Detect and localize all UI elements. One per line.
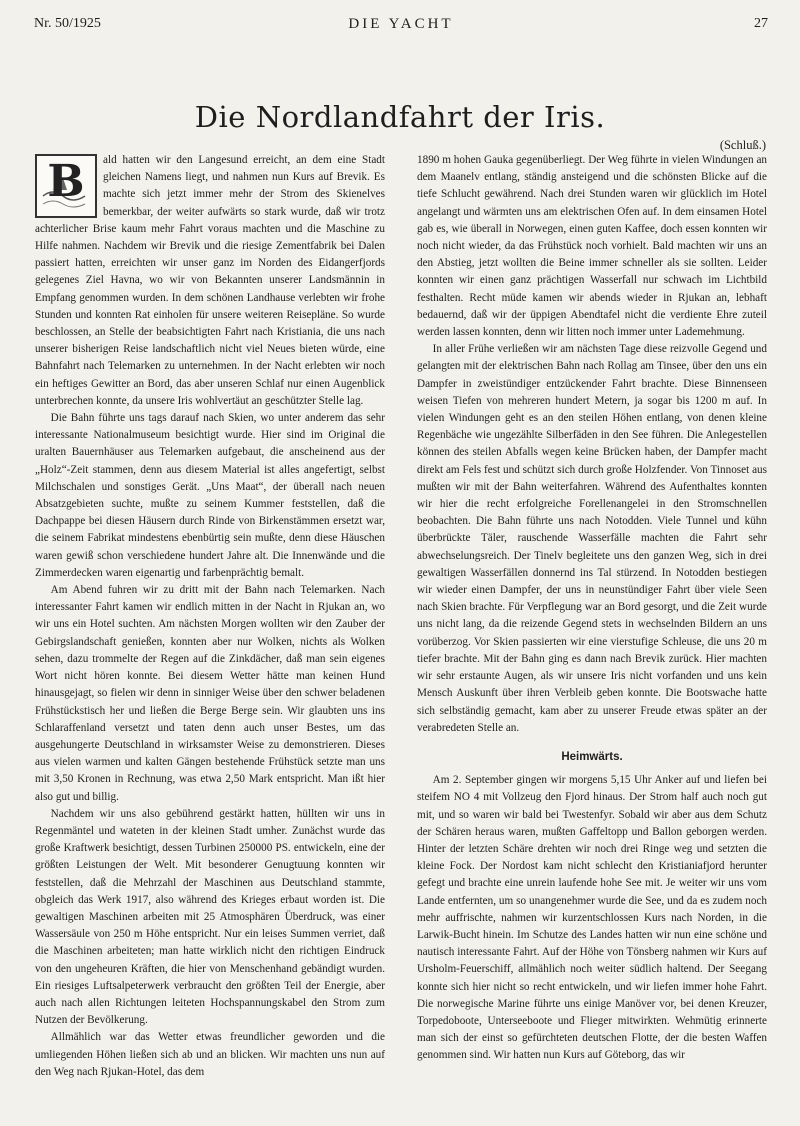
paragraph-1: [35, 152, 385, 410]
article-title: Die Nordlandfahrt der Iris.: [194, 100, 606, 134]
decorated-initial: [35, 154, 97, 218]
initial-letter: B: [47, 156, 85, 207]
paragraph-7: In aller Frühe verließen wir am nächsten Tage diese reizvolle Gegend und gelangten mit der elektrischen Bahn nach Rollag am Tinsee, über den uns ein Dampfer in zweistündiger entzückender Fahrt brachte. Diese Binnenseen weisen Tiefen von mehreren hundert Metern, ja sogar bis 1200 m auf. In vielen Windungen geht es an den steilen Höhen entlang, von denen kleine Regenbäche wie ungezählte Silberfäden in den See führen. Die Anlegestellen können des steilen Abfalls wegen keine Brücken haben, der Dampfer macht direkt am Fels fest und schützt sich durch große Holzfender. Von Tinnoset aus mußten wir mit der Bahn weiterfahren. Während des Aufenthaltes konnten wir hier die recht erfolgreiche Forellenangelei in den Stromschnellen beobachten. Die Bahn führte uns nach Notodden. Viele Tunnel und kühn überbrückte Täler, rauschende Wasserfälle machten die Fahrt sehr abwechselungsreich. Der Tinelv begleitete uns den ganzen Weg, sich in drei gewaltigen Wasserfällen donnernd ins Tal stürzend. In Notodden bestiegen wir wieder einen Dampfer, der uns in neunstündiger Fahrt über viele Seen nach Skien brachte. Für Verpflegung war an Bord gesorgt, und die Zeit wurde uns nicht lang, da die reizende Gegend stets in wechselnden Bildern an uns vorüberzog. Vor Skien passierten wir eine vierstufige Schleuse, die uns 20 m tiefer brachte. Mit der Bahn ging es dann nach Brevik zurück. Hier machten wir sehr erstaunte Augen, als wir unsere Iris nicht vorfanden und uns kein Mensch Auskunft über ihren Verbleib geben konnte. Die Bootswache hatte sich selbständig gemacht, kam aber zu unserer Freude etwas später an der verabredeten Stelle an.: [417, 343, 767, 734]
paragraph-8: Am 2. September gingen wir morgens 5,15 Uhr Anker auf und liefen bei steifem NO 4 mit Vollzeug den Fjord hinaus. Der Strom half auch noch gut mit, und so waren wir bald bei Twestenfyr. Sobald wir aber aus dem Schutz der Schären heraus waren, mußten Gaffeltopp und Ballon geborgen werden. Hinter der letzten Schäre drehten wir noch drei Ringe weg und setzten die kleine Fock. Der Nordost kam nicht schlecht den Kristianiafjord herunter gefegt und brachte eine unrein laufende hohe See mit. Je weiter wir uns vom Lande entfernten, um so unangenehmer wurde die See, und da es zudem noch mehr auffrischte, nahmen wir kurzentschlossen Kurs nach Norden, in die Larwik-Bucht hinein. Im Schutze des Landes hatten wir nun eine schöne und nautisch interessante Fahrt. Auf der Höhe von Tönsberg nahmen wir Kurs auf Ursholm-Feuerschiff, allmählich noch weiter südlich haltend. Der Seegang konnte sich hier nicht so recht entwickeln, und wir liefen immer hohe Fahrt. Die norwegische Marine führte uns einige Manöver vor, bei denen Kreuzer, Torpedoboote, Unterseeboote und Flieger mitwirkten. Wehmütig erinnerte man sich der einst so gefürchteten deutschen Flotte, der die besten Waffen genommen sind. Wir hatten nun Kurs auf Göteborg, das wir: [417, 774, 767, 1062]
paragraph-5: Allmählich war das Wetter etwas freundlicher geworden und die umliegenden Höhen ließen sich ab und an blicken. Wir machten uns nun auf den Weg nach Rjukan-Hotel, das dem: [35, 1031, 385, 1078]
paragraph-3: Am Abend fuhren wir zu dritt mit der Bahn nach Telemarken. Nach interessanter Fahrt kamen wir endlich mitten in der Nacht in Rjukan an, wo wir uns ein Hotel suchten. Am nächsten Morgen wollten wir den Zauber der Gebirgslandschaft genießen, konnten aber nur Wolken, nichts als Wolken sehen, dazu trommelte der Regen auf die Zinkdächer, daß man sein eigenes Wort nicht hören konnte. Bei diesem Wetter hätte man keinen Hund hinausgejagt, so fielen wir denn in sinniger Weise über den schwer beladenen Frühstückstisch her und ließen die Berge Berge sein. Wir glaubten uns ins Schlaraffenland versetzt und taten denn auch unser Bestes, um das ausgehungerte Deutschland in wirksamster Weise zu demonstrieren. Dieses aus vielen warmen und kalten Gängen bestehende Frühstück setzte man uns mit 3,50 Kronen in Rechnung, was etwa 2,50 Mark entspricht. Man ißt hier also gut und billig.: [35, 584, 385, 803]
paragraph-2: Die Bahn führte uns tags darauf nach Skien, wo unter anderem das sehr interessante Nationalmuseum besichtigt wurde. Hier sind im Original die uralten Bauernhäuser aus Telemarken aufgebaut, die anscheinend aus der „Holz“-Zeit stammen, denn aus diesem Material ist alles angefertigt, selbst Milchschalen und sonstiges Gerät. „Uns Maat“, der überall nach neuen Absatzgebieten suchte, mußte zu seinem Kummer feststellen, daß die Dachpappe bei diesen Häusern durch Rinde von Birkenstämmen ersetzt war, die seinem Fabrikat mindestens ebenbürtig sein mußte, denn diese Häuschen waren gewiß schon verschiedene hundert Jahre alt. Die Innenwände und die Zimmerdecken waren eigenartig und farbenprächtig bemalt.: [35, 412, 385, 579]
issue-number: Nr. 50/1925: [34, 16, 101, 31]
continuation-note: (Schluß.): [719, 138, 766, 152]
section-heading: Heimwärts.: [561, 750, 623, 763]
page-number: 27: [754, 16, 768, 31]
decorated-initial-ornament: [37, 156, 95, 216]
right-column: [417, 152, 767, 1065]
page-header: [34, 16, 768, 36]
magazine-name: DIE YACHT: [348, 16, 454, 32]
paragraph-6: 1890 m hohen Gauka gegenüberliegt. Der Weg führte in vielen Windungen an dem Maanelv entlang, ständig ansteigend und die schönsten Blicke auf die tiefe Schlucht gewährend. Nach drei Stunden waren wir glücklich im Hotel angelangt und wärmten uns am elektrischen Ofen auf. In dem einsamen Hotel gab es, wie überall in Norwegen, einen guten Kaffee, doch essen konnten wir noch nicht wieder, da das Frühstück noch vorhielt. Bald machten wir uns an den Abstieg, jetzt wollten die Beine immer schneller als sie sollten. Leider konnten wir einen ganz prächtigen Wasserfall nur schwach im Lichtbild festhalten. Recht müde kamen wir abends wieder in Rjukan an, lebhaft bedauernd, daß wir der üppigen Abendtafel nicht die verdiente Ehre zuteil werden lassen konnten, denn wir litten noch immer unter Lademehmung.: [417, 154, 767, 339]
left-column: [35, 152, 385, 1081]
paragraph-1-text: ald hatten wir den Langesund erreicht, an dem eine Stadt gleichen Namens liegt, und nahmen nun Kurs auf Brevik. Es machte sich jetzt immer mehr der Strom des Skienelves bemerkbar, der weiter aufwärts so stark wurde, daß wir trotz achterlicher Brise kaum mehr Fahrt voraus machten und die Maschine zu Hilfe nahmen. Nachdem wir Brevik und die riesige Zementfabrik bei Dalen passiert hatten, erreichten wir unser ganz im Norden des Eidangerfjords gelegenes Ziel Havna, wo wir von Bekannten unserer Landsmännin in Empfang genommen wurden. In dem schönen Landhause verlebten wir frohe Stunden und konnten Rat einholen für unsere weiteren Reisepläne. So wurde beschlossen, an Stelle der beabsichtigten Fahrt nach Kristiania, die uns nach unserer bisherigen Reise landschaftlich nicht viel Neues bieten würde, eine Bahnfahrt nach Telemarken zu unternehmen. In der Nacht erlebten wir noch ein heftiges Gewitter an Bord, das aber unseren Schlaf nur einen Augenblick unterbrechen konnte, da unsere Iris wohlvertäut an geschützter Stelle lag.: [35, 154, 385, 407]
paragraph-4: Nachdem wir uns also gebührend gestärkt hatten, hüllten wir uns in Regenmäntel und wateten in der kleinen Stadt umher. Zunächst wurde das große Kraftwerk besichtigt, dessen Turbinen 250000 PS. entwickeln, eine der größten Leistungen der Welt. Mit besonderer Genugtuung konnten wir feststellen, daß die Mehrzahl der Maschinen aus Deutschland stammte, obgleich das Werk 1917, also während des Krieges erbaut worden ist. Die gewaltigen Maschinen arbeiten mit 25 Atmosphären Überdruck, was einer Wassersäule von 250 m Höhe entspricht. Nur ein leises Summen verriet, daß die Maschinen arbeiteten; man hatte wirklich nicht den richtigen Eindruck von den ungeheuren Kräften, die hier von Menschenhand gebändigt wurden. Ein riesiges Luftsalpeterwerk verbraucht den größten Teil der Energie, aber auch nach allen Richtungen leiteten Hochspannungskabel den Strom zum Nutzen der Bevölkerung.: [35, 807, 385, 1027]
